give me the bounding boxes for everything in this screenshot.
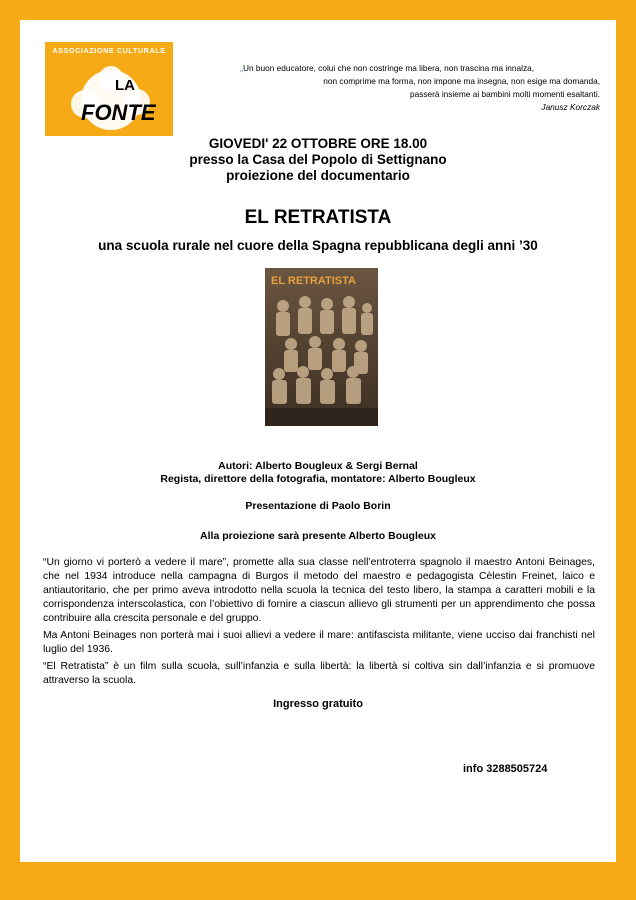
documentary-title: EL RETRATISTA bbox=[244, 207, 392, 228]
quote-line-1: Un buon educatore, colui che non costringe ma libera, non trascina ma innalza, bbox=[243, 63, 535, 73]
authors-line: Autori: Alberto Bougleux & Sergi Bernal bbox=[218, 460, 418, 472]
event-place: presso la Casa del Popolo di Settignano bbox=[189, 152, 447, 167]
description-paragraph-1: “Un giorno vi porterò a vedere il mare”, promette alla sua classe nell’entroterra spagnolo il maestro Antoni Beinages, che nel 1934 introduce nella campagna di Burgos il metodo del maestro e pedagogista Cèlestin Freinet, laico e antiautoritario, che per primo aveva introdotto nella scuola la tecnica del testo libero, la stampa a caratteri mobili e la corrispondenza interscolastica, con l’obiettivo di fornire a ciascun allievo gli strumenti per un apprendimento che possa contribuire alla crescita personale e del gruppo. bbox=[43, 557, 595, 624]
free-entry-note: Ingresso gratuito bbox=[273, 698, 363, 710]
quote-block bbox=[230, 62, 600, 114]
la-fonte-logo-mark bbox=[45, 42, 173, 136]
quote-line-2: non comprime ma forma, non impone ma insegna, non esige ma domanda, bbox=[323, 76, 600, 86]
quote-author: Janusz Korczak bbox=[541, 102, 600, 112]
poster-title: EL RETRATISTA bbox=[271, 275, 356, 287]
documentary-poster bbox=[265, 268, 378, 426]
quote-line-3: passerà insieme ai bambini molti momenti esaltanti. bbox=[410, 89, 600, 99]
documentary-subtitle: una scuola rurale nel cuore della Spagna repubblicana degli anni ’30 bbox=[98, 238, 538, 253]
director-line: Regista, direttore della fotografia, montatore: Alberto Bougleux bbox=[160, 473, 476, 485]
event-date: GIOVEDI' 22 OTTOBRE ORE 18.00 bbox=[208, 136, 428, 151]
event-header bbox=[20, 136, 616, 184]
contact-info: info 3288505724 bbox=[463, 763, 548, 775]
poster-image bbox=[265, 268, 378, 426]
flyer-page bbox=[20, 20, 616, 862]
description-paragraph-3: “El Retratista” è un film sulla scuola, sull’infanzia e sulla libertà: la libertà si coltiva sin dall’infanzia e si promuove attraverso la scuola. bbox=[43, 661, 595, 686]
description-text bbox=[43, 556, 595, 691]
association-logo bbox=[45, 42, 173, 136]
description-paragraph-2: Ma Antoni Beinages non porterà mai i suoi allievi a vedere il mare: antifascista militante, viene ucciso dai franchisti nel luglio del 1936. bbox=[43, 630, 595, 655]
credits-block bbox=[20, 460, 616, 486]
logo-top-text: ASSOCIAZIONE CULTURALE bbox=[52, 46, 166, 55]
present-note: Alla proiezione sarà presente Alberto Bougleux bbox=[200, 530, 436, 542]
presentation-line: Presentazione di Paolo Borin bbox=[245, 500, 391, 512]
event-type: proiezione del documentario bbox=[226, 168, 410, 183]
svg-text:LA: LA bbox=[115, 77, 135, 94]
quote-mark-icon: „ bbox=[240, 63, 243, 73]
svg-text:FONTE: FONTE bbox=[81, 100, 156, 125]
